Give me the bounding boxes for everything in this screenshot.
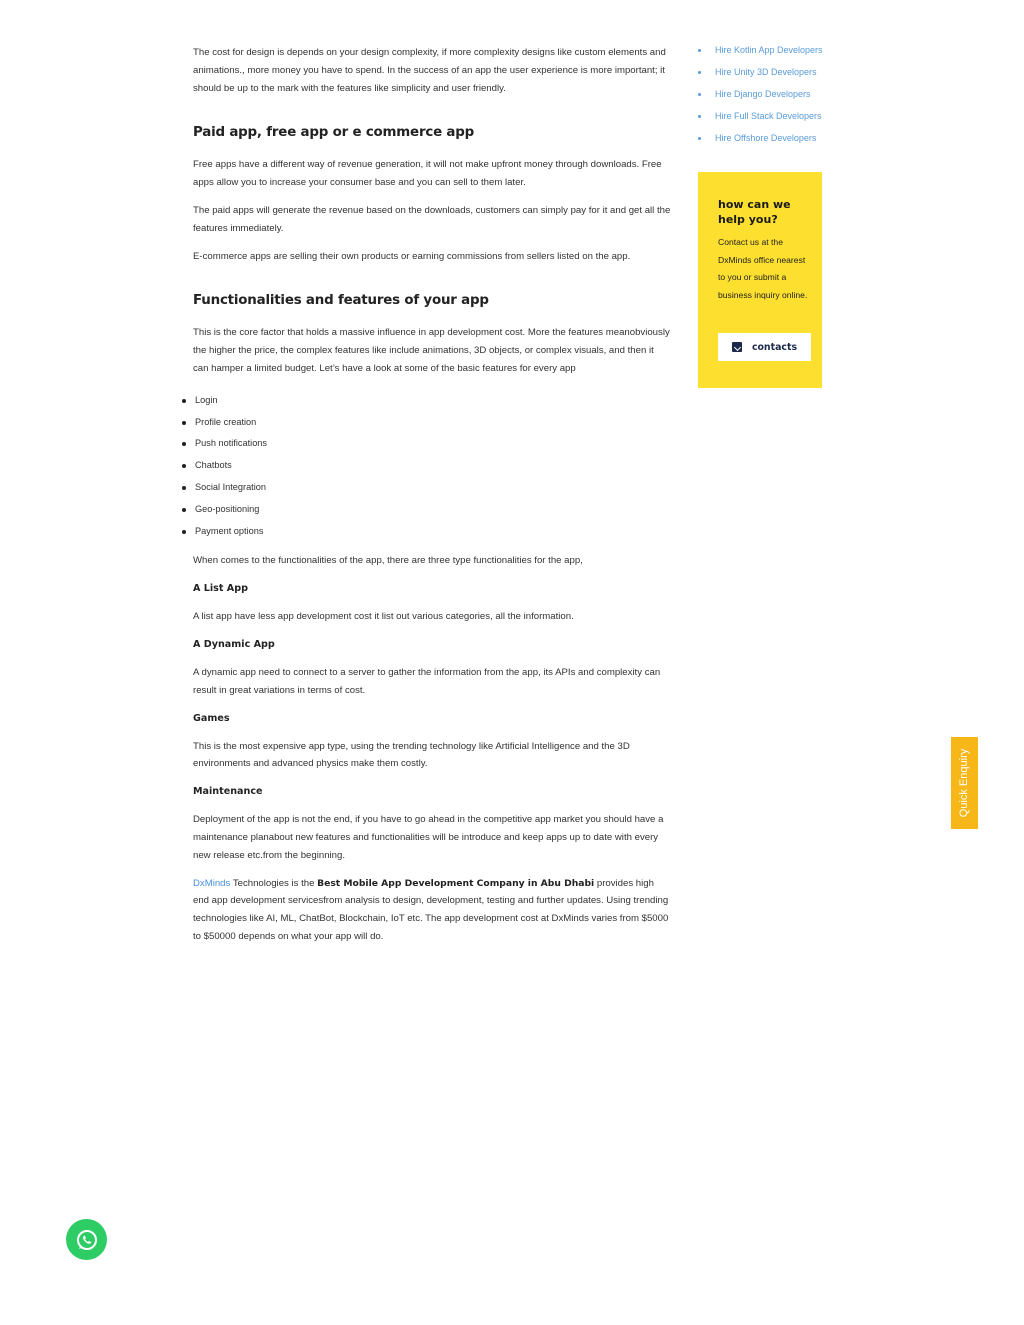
list-item: Profile creation [183,412,671,434]
functionality-types-intro: When comes to the functionalities of the app, there are three type functionalities for the app, [193,555,583,567]
list-app-heading: A List App [193,583,248,595]
closing-mid-text: Technologies is the [230,877,318,889]
dxminds-link[interactable]: DxMinds [193,877,231,889]
sidebar-link-django[interactable]: Hire Django Developers [698,88,828,100]
help-title: how can we help you? [718,198,791,226]
list-app-text: A list app have less app development cost it list out various categories, all the information. [193,611,574,623]
functionalities-heading: Functionalities and features of your app [193,293,489,309]
quick-enquiry-label: Quick Enquiry [958,748,971,818]
dynamic-app-text: A dynamic app need to connect to a server to gather the information from the app, its APIs and complexity can result in great variations in terms of cost. [193,666,661,696]
list-item: Login [183,390,671,412]
paid-paragraph-1: Free apps have a different way of revenue generation, it will not make upfront money through downloads. Free apps allow you to increase your consumer base and you can sell to them later. [193,159,662,189]
company-highlight: Best Mobile App Development Company in Abu Dhabi [317,877,595,889]
contacts-button-label: contacts [751,341,798,353]
help-text: Contact us at the DxMinds office nearest to you or submit a business inquiry online. [718,237,808,300]
sidebar-link-unity[interactable]: Hire Unity 3D Developers [698,66,828,78]
list-item: Payment options [183,521,671,543]
functionalities-paragraph: This is the core factor that holds a massive influence in app development cost. More the features meanobviously the higher the price, the complex features like include animations, 3D objects, or complex visuals, and then it can hamper a limited budget. Let’s have a look at some of the basic features for every app [193,327,670,374]
sidebar-hire-links [698,44,828,154]
help-box [698,172,822,388]
quick-enquiry-tab[interactable] [951,737,978,829]
list-item: Social Integration [183,477,671,499]
list-item: Chatbots [183,455,671,477]
paid-paragraph-3: E-commerce apps are selling their own products or earning commissions from sellers listed on the app. [193,250,631,262]
sidebar-link-full-stack[interactable]: Hire Full Stack Developers [698,110,828,122]
sidebar-link-offshore[interactable]: Hire Offshore Developers [698,132,828,144]
maintenance-text: Deployment of the app is not the end, if you have to go ahead in the competitive app market you should have a maintenance planabout new features and functionalities will be introduce and keep apps up to date with every new release etc.from the beginning. [193,814,664,861]
whatsapp-button[interactable] [66,1219,107,1260]
list-item: Push notifications [183,433,671,455]
contact-card-icon [732,342,742,352]
contacts-button[interactable] [718,333,811,361]
paid-app-heading: Paid app, free app or e commerce app [193,125,475,141]
dynamic-app-heading: A Dynamic App [193,638,275,650]
features-list [183,390,671,543]
whatsapp-icon [75,1228,99,1252]
maintenance-heading: Maintenance [193,786,263,798]
games-heading: Games [193,712,230,724]
list-item: Geo-positioning [183,499,671,521]
games-text: This is the most expensive app type, using the trending technology like Artificial Intelligence and the 3D environments and advanced physics make them costly. [193,740,630,770]
closing-rest-text: provides high end app development servicesfrom analysis to design, development, testing and further updates. Using trending technologies like AI, ML, ChatBot, Blockchain, IoT etc. The app development cost at DxMinds varies from $5000 to $50000 depends on what your app will do. [193,877,669,942]
intro-paragraph: The cost for design is depends on your design complexity, if more complexity designs like custom elements and animations., more money you have to spend. In the success of an app the user experience is more important; it should be up to the mark with the features like simplicity and user friendly. [193,47,666,94]
closing-paragraph [193,875,671,946]
article-content [193,44,671,956]
sidebar-link-kotlin[interactable]: Hire Kotlin App Developers [698,44,828,56]
paid-paragraph-2: The paid apps will generate the revenue based on the downloads, customers can simply pay for it and get all the features immediately. [193,204,671,234]
